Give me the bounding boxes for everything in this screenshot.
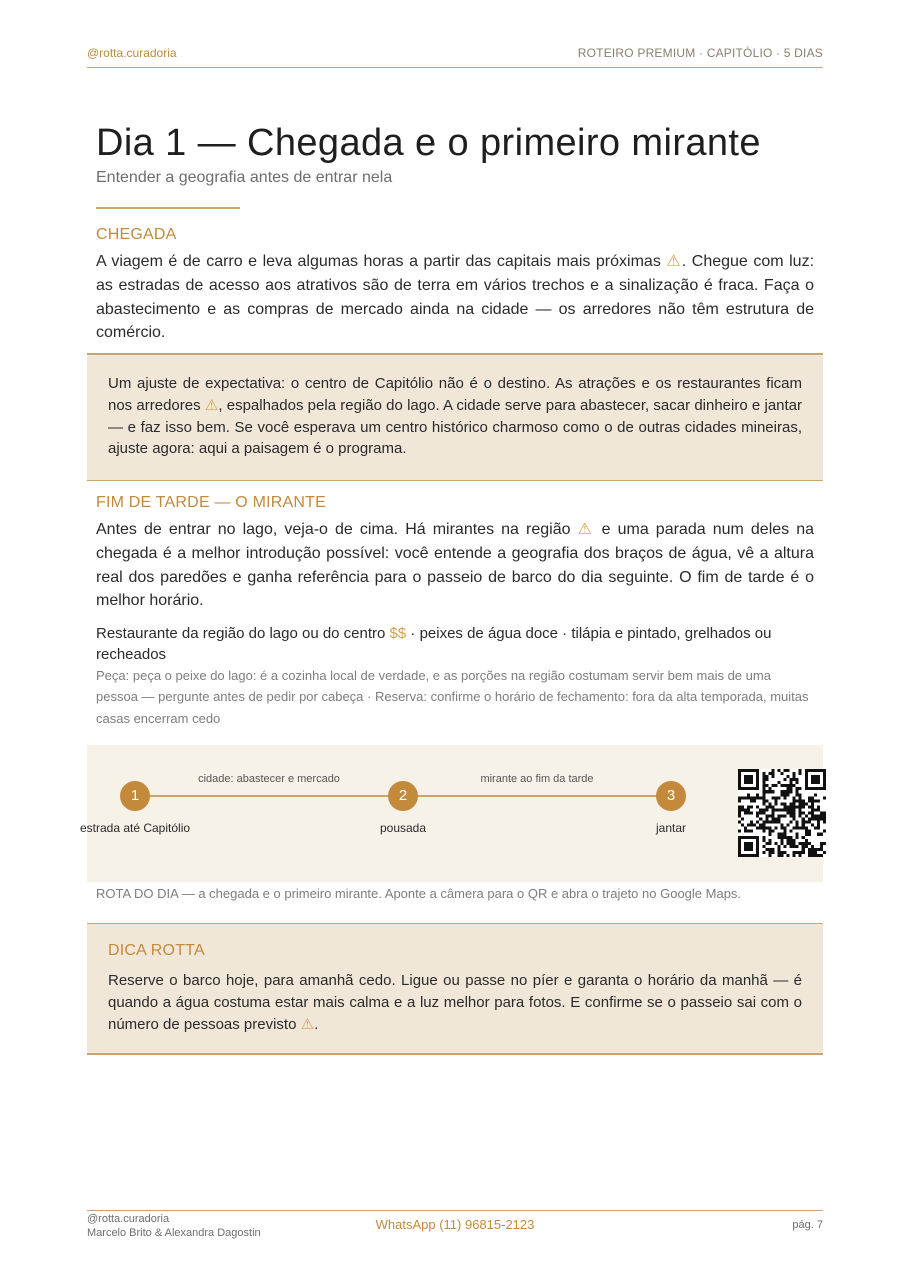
qr-code-image (738, 769, 826, 857)
route-stop-label: estrada até Capitólio (79, 821, 191, 835)
page-number: pág. 7 (792, 1219, 823, 1231)
route-segment-label: cidade: abastecer e mercado (198, 773, 340, 785)
route-segment-label: mirante ao fim da tarde (480, 773, 594, 785)
restaurant-name: Restaurante da região do lago ou do centro (96, 625, 390, 642)
route-segment-line (403, 795, 671, 797)
whatsapp-contact[interactable]: WhatsApp (11) 96815-2123 (375, 1217, 535, 1232)
header-handle: @rotta.curadoria (87, 46, 177, 60)
page-subtitle: Entender a geografia antes de entrar nela (96, 169, 393, 186)
footer-handle: @rotta.curadoria (87, 1213, 170, 1225)
title-divider (96, 207, 240, 209)
price-level: $$ (389, 625, 407, 642)
tip-heading: DICA ROTTA (108, 942, 205, 959)
route-stop-marker: 2 (388, 781, 418, 811)
warning-icon: ⚠ (577, 521, 595, 538)
qr-code[interactable] (738, 769, 826, 857)
route-stop-marker: 1 (120, 781, 150, 811)
tip-box (87, 923, 823, 1055)
page-title: Dia 1 — Chegada e o primeiro mirante (96, 122, 761, 164)
warning-icon: ⚠ (204, 396, 219, 414)
chegada-paragraph: A viagem é de carro e leva algumas horas a partir das capitais mais próximas ⚠. Chegue com luz: as estradas de acesso aos atrativos são de terra em vários trechos e a sinalização é fraca. Faça o abastecimento e as compras de mercado ainda na cidade — os arredores não têm estrutura de comércio. (96, 253, 815, 342)
route-diagram (79, 745, 823, 882)
route-segment-line (135, 795, 403, 797)
page-header (87, 46, 823, 68)
expectation-note (87, 353, 823, 481)
warning-icon: ⚠ (666, 253, 682, 270)
page-footer (87, 1210, 823, 1244)
footer-authors: Marcelo Brito & Alexandra Dagostin (87, 1227, 261, 1239)
mirante-paragraph: Antes de entrar no lago, veja-o de cima. Há mirantes na região ⚠ e uma parada num deles na chegada é a melhor introdução possível: você entende a geografia dos braços de água, vê a altura real dos paredões e ganha referência para o passeio de barco do dia seguinte. O fim de tarde é o melhor horário. (96, 521, 815, 610)
warning-icon: ⚠ (300, 1016, 315, 1033)
tip-text: Reserve o barco hoje, para amanhã cedo. Ligue ou passe no píer e garanta o horário da manhã — é quando a água costuma estar mais calma e a luz melhor para fotos. E confirme se o passeio sai com o número de pessoas previsto ⚠. (108, 972, 802, 1033)
route-stop-marker: 3 (656, 781, 686, 811)
restaurant-entry (96, 623, 814, 665)
route-stop-label: pousada (379, 821, 427, 835)
restaurant-description: · peixes de água doce · tilápia e pintado, grelhados ou recheados (96, 625, 772, 663)
section-heading-chegada: CHEGADA (96, 226, 177, 243)
route-caption: ROTA DO DIA — a chegada e o primeiro mirante. Aponte a câmera para o QR e abra o trajeto no Google Maps. (96, 886, 742, 901)
route-stop-label: jantar (655, 821, 687, 835)
header-guide-title: ROTEIRO PREMIUM · CAPITÓLIO · 5 DIAS (577, 46, 823, 60)
expectation-note-text: Um ajuste de expectativa: o centro de Capitólio não é o destino. As atrações e os restaurantes ficam nos arredores ⚠, espalhados pela região do lago. A cidade serve para abastecer, sacar dinheiro e jantar — e faz isso bem. Se você esperava um centro histórico charmoso como o de outras cidades mineiras, ajuste agora: aqui a paisagem é o programa. (108, 375, 803, 458)
section-heading-mirante: FIM DE TARDE — O MIRANTE (96, 494, 326, 511)
restaurant-note: Peça: peça o peixe do lago: é a cozinha local de verdade, e as porções na região costumam servir bem mais de uma pessoa — pergunte antes de pedir por cabeça · Reserva: confirme o horário de fechamento: fora da alta temporada, muitas casas encerram cedo (96, 668, 809, 726)
